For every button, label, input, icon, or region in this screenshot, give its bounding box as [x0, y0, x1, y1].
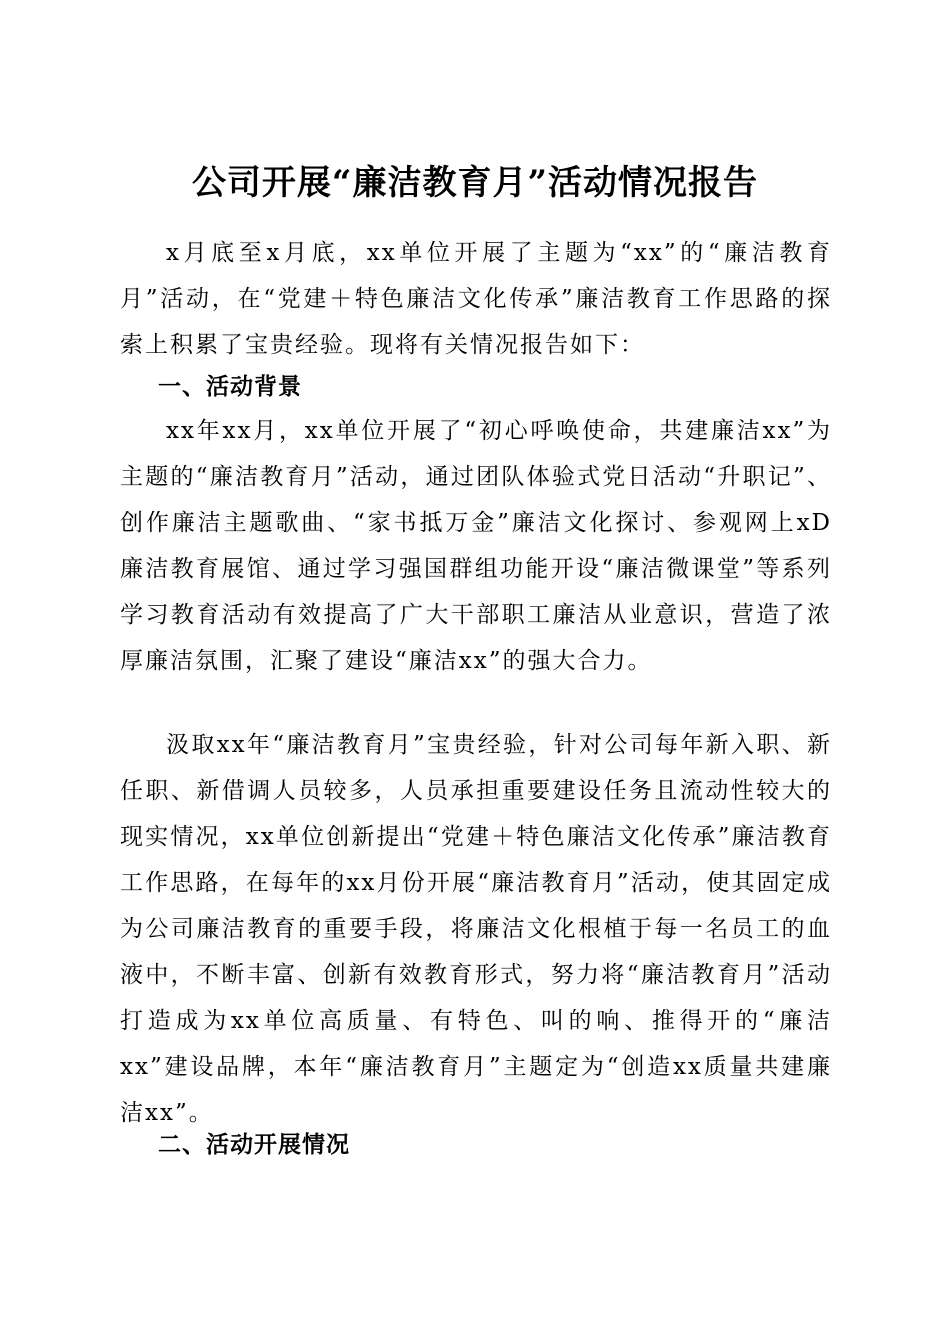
section-heading-background: 一、活动背景 [158, 374, 302, 400]
section-heading-activities: 二、活动开展情况 [158, 1132, 350, 1158]
intro-paragraph: x月底至x月底，xx单位开展了主题为“xx”的“廉洁教育月”活动，在“党建＋特色廉洁文化传承”廉洁教育工作思路的探索上积累了宝贵经验。现将有关情况报告如下： [120, 240, 832, 358]
document-title: 公司开展“廉洁教育月”活动情况报告 [191, 162, 759, 203]
background-paragraph-1: xx年xx月，xx单位开展了“初心呼唤使命，共建廉洁xx”为主题的“廉洁教育月”活动，通过团队体验式党日活动“升职记”、创作廉洁主题歌曲、“家书抵万金”廉洁文化探讨、参观网上xD廉洁教育展馆、通过学习强国群组功能开设“廉洁微课堂”等系列学习教育活动有效提高了广大干部职工廉洁从业意识，营造了浓厚廉洁氛围，汇聚了建设“廉洁xx”的强大合力。 [120, 418, 832, 674]
background-paragraph-2: 汲取xx年“廉洁教育月”宝贵经验，针对公司每年新入职、新任职、新借调人员较多，人员承担重要建设任务且流动性较大的现实情况，xx单位创新提出“党建＋特色廉洁文化传承”廉洁教育工作思路，在每年的xx月份开展“廉洁教育月”活动，使其固定成为公司廉洁教育的重要手段，将廉洁文化根植于每一名员工的血液中，不断丰富、创新有效教育形式，努力将“廉洁教育月”活动打造成为xx单位高质量、有特色、叫的响、推得开的“廉洁xx”建设品牌，本年“廉洁教育月”主题定为“创造xx质量共建廉洁xx”。 [120, 732, 832, 1126]
